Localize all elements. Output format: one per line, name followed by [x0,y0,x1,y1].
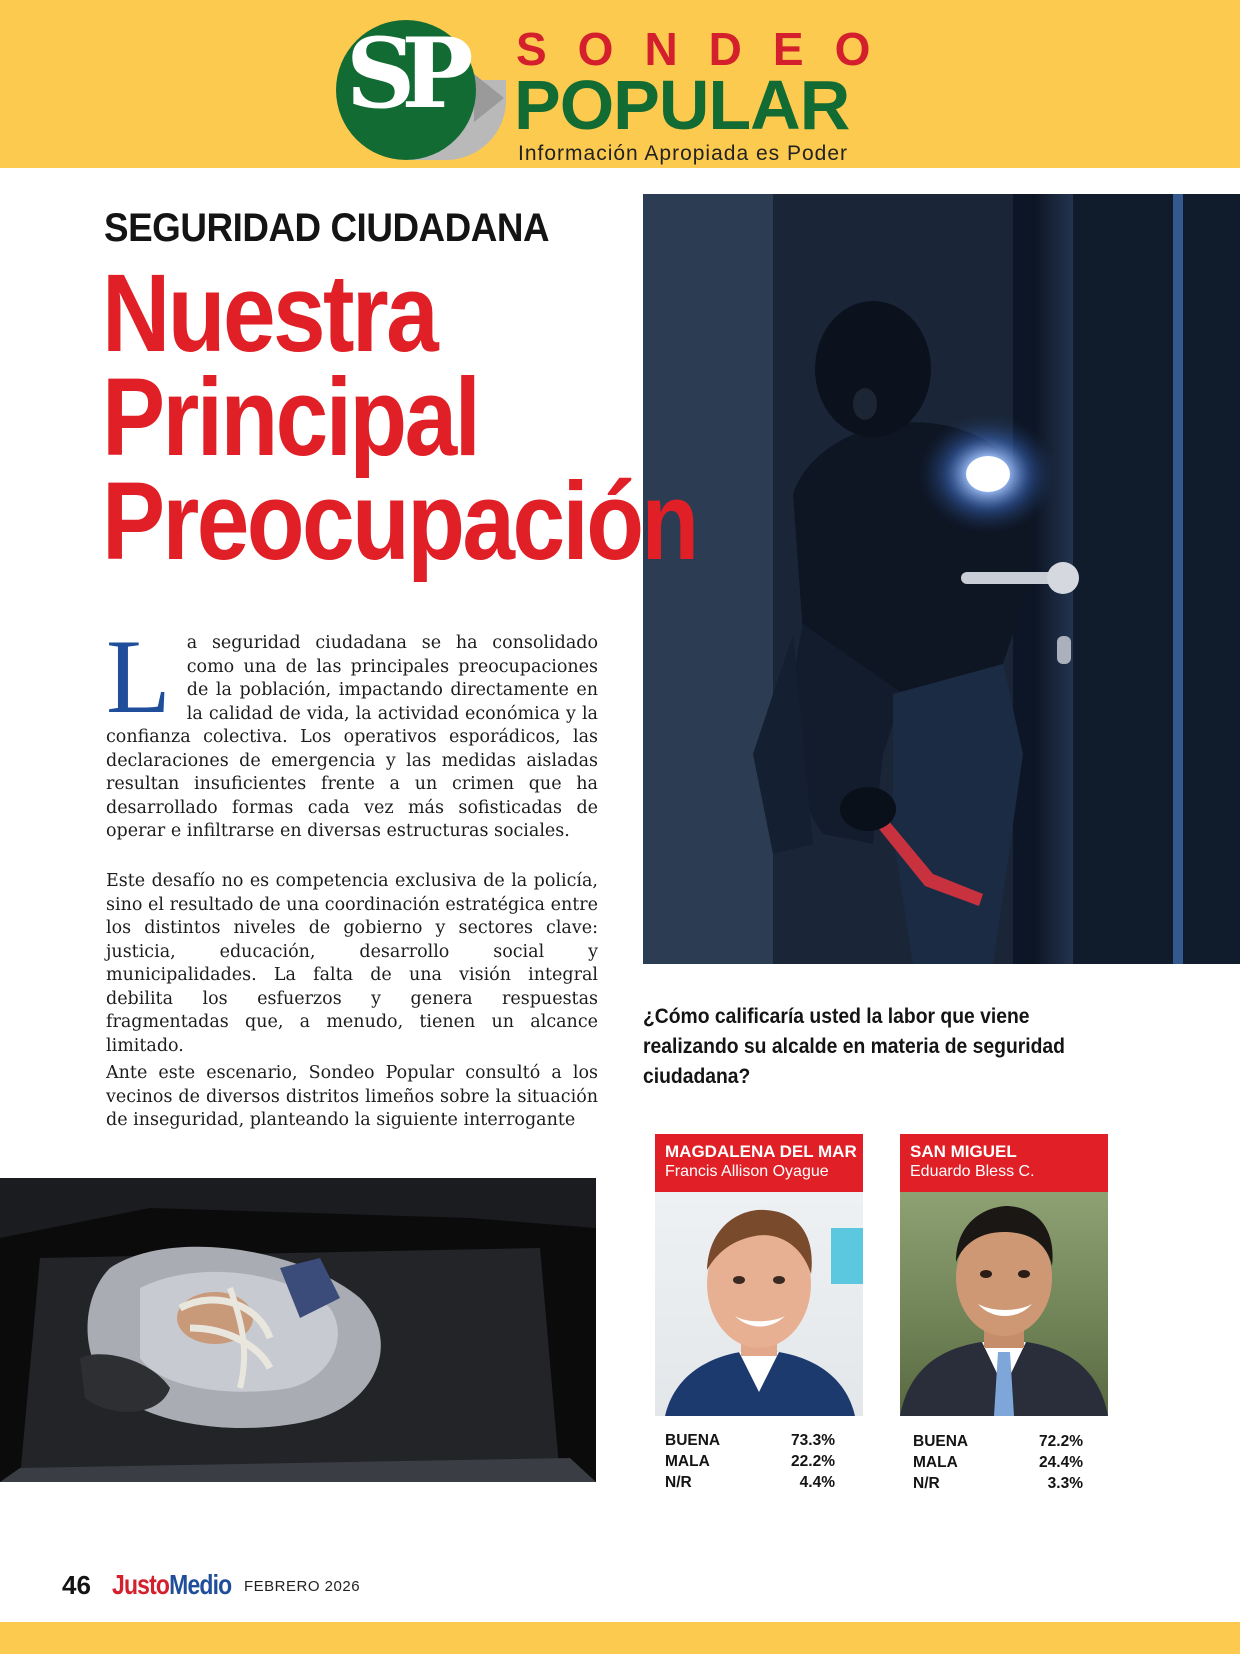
survey-results [913,1431,1083,1494]
result-value: 24.4% [1039,1454,1083,1471]
result-row [913,1452,1083,1473]
drop-cap: L [106,618,171,735]
mayor-portrait [900,1192,1108,1416]
result-row [913,1431,1083,1452]
result-label: N/R [665,1474,692,1491]
result-value: 73.3% [791,1432,835,1449]
result-value: 22.2% [791,1453,835,1470]
magazine-logo-part: Justo [112,1569,170,1600]
result-label: MALA [913,1454,958,1471]
result-value: 3.3% [1047,1475,1083,1492]
candidate-card-header [900,1134,1108,1192]
candidate-card-header [655,1134,863,1192]
page-number: 46 [62,1570,91,1600]
result-row [665,1430,835,1451]
result-label: BUENA [913,1433,969,1450]
result-value: 72.2% [1039,1433,1083,1450]
mayor-portrait-illustration [900,1192,1108,1416]
brand-name-main: POPULAR [514,66,850,144]
district-name: MAGDALENA DEL MAR [665,1142,857,1161]
magazine-logo [112,1569,231,1601]
car-trunk-illustration [0,1178,596,1482]
article-paragraph-3: Ante este escenario, Sondeo Popular consultó a los vecinos de diversos distritos limeños sobre la situación de inseguridad, planteando la siguiente interrogante [106,1063,598,1130]
result-row [665,1451,835,1472]
result-value: 4.4% [799,1474,835,1491]
district-name: SAN MIGUEL [910,1142,1017,1161]
article-paragraph-2: Este desafío no es competencia exclusiva de la policía, sino el resultado de una coordinación estratégica entre los distintos niveles de gobierno y sectores clave: justicia, educación, desarrollo social y municipalidades. La falta de una visión integral debilita los esfuerzos y genera respuestas fragmentadas que, a menudo, tienen un alcance limitado. [106,871,598,1056]
mayor-name: Francis Allison Oyague [665,1163,829,1180]
result-label: MALA [665,1453,710,1470]
car-trunk-photo [0,1178,596,1482]
masthead-band [0,0,1240,168]
mayor-name: Eduardo Bless C. [910,1163,1035,1180]
section-title: SEGURIDAD CIUDADANA [104,206,550,250]
paragraph-text: a seguridad ciudadana se ha consolidado como una de las principales preocupaciones de la población, impactando directamente en la calidad de vida, la actividad económica y la confianza colectiva. Los operativos esporádicos, las declaraciones de emergencia y las medidas aisladas resultan insuficientes frente a un crimen que ha desarrollado formas cada vez más sofisticadas de operar e infiltrarse en diversas estructuras sociales. [106,633,598,841]
headline-line: Preocupación [102,460,697,583]
brand-name-top: SONDEO [516,23,902,75]
mayor-portrait-illustration [655,1192,863,1416]
issue-date: FEBRERO 2026 [244,1578,361,1595]
mayor-portrait [655,1192,863,1416]
result-row [913,1473,1083,1494]
footer-band [0,1622,1240,1654]
survey-question: ¿Cómo calificaría usted la labor que viene realizando su alcalde en materia de seguridad ciudadana? [643,1005,1065,1088]
magazine-logo-part: Medio [169,1569,232,1600]
result-label: BUENA [665,1432,721,1449]
result-label: N/R [913,1475,940,1492]
logo-monogram: SP [346,17,460,130]
result-row [665,1472,835,1493]
logo-arrow-icon [474,74,504,122]
headline [102,252,756,583]
headline-line: Principal [102,356,479,479]
article-paragraph-1 [106,618,598,844]
headline-line: Nuestra [102,252,437,375]
brand-tagline: Información Apropiada es Poder [518,142,849,165]
survey-results [665,1430,835,1493]
